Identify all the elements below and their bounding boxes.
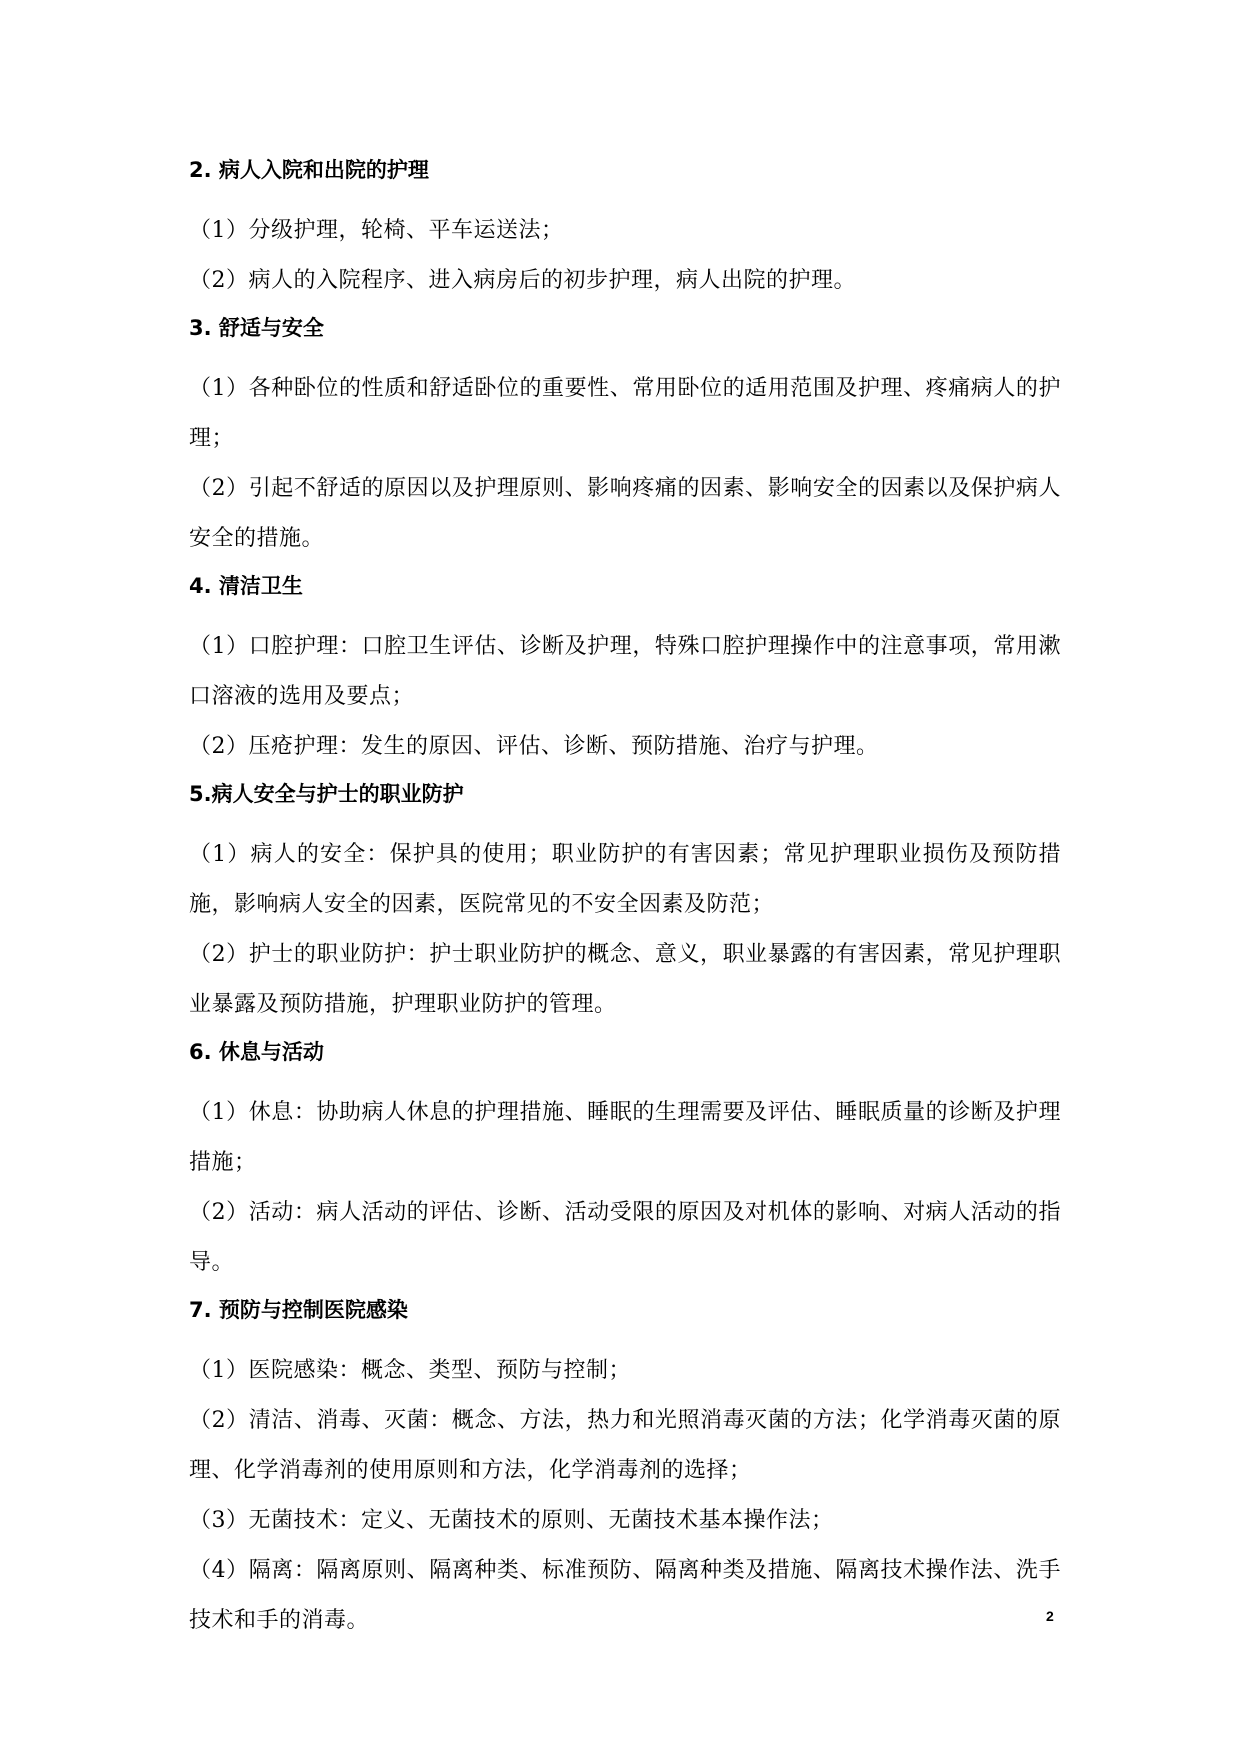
section-patient-safety — [189, 780, 1061, 1030]
section-heading: 3. 舒适与安全 — [189, 316, 324, 340]
section-heading: 7. 预防与控制医院感染 — [189, 1298, 408, 1322]
section-heading: 5.病人安全与护士的职业防护 — [189, 782, 464, 806]
section-hygiene — [189, 572, 1061, 772]
list-item: （2）病人的入院程序、进入病房后的初步护理，病人出院的护理。 — [189, 268, 856, 293]
list-item: （3）无菌技术：定义、无菌技术的原则、无菌技术基本操作法； — [189, 1508, 834, 1533]
section-heading: 6. 休息与活动 — [189, 1040, 324, 1064]
section-comfort-safety — [189, 314, 1061, 564]
list-item: （1）口腔护理：口腔卫生评估、诊断及护理，特殊口腔护理操作中的注意事项，常用漱口溶液的选用及要点； — [189, 634, 1061, 709]
section-infection-control — [189, 1296, 1061, 1646]
page-number: 2 — [1046, 1608, 1054, 1624]
list-item: （2）清洁、消毒、灭菌：概念、方法，热力和光照消毒灭菌的方法；化学消毒灭菌的原理、化学消毒剂的使用原则和方法，化学消毒剂的选择； — [189, 1408, 1061, 1483]
list-item: （1）休息：协助病人休息的护理措施、睡眠的生理需要及评估、睡眠质量的诊断及护理措施； — [189, 1100, 1061, 1175]
list-item: （1）分级护理，轮椅、平车运送法； — [189, 218, 564, 243]
list-item: （2）活动：病人活动的评估、诊断、活动受限的原因及对机体的影响、对病人活动的指导。 — [189, 1200, 1061, 1275]
section-admission-discharge — [189, 156, 1061, 306]
list-item: （2）引起不舒适的原因以及护理原则、影响疼痛的因素、影响安全的因素以及保护病人安全的措施。 — [189, 476, 1061, 551]
list-item: （1）病人的安全：保护具的使用；职业防护的有害因素；常见护理职业损伤及预防措施，影响病人安全的因素，医院常见的不安全因素及防范； — [189, 842, 1061, 917]
list-item: （2）压疮护理：发生的原因、评估、诊断、预防措施、治疗与护理。 — [189, 734, 879, 759]
list-item: （1）医院感染：概念、类型、预防与控制； — [189, 1358, 631, 1383]
list-item: （1）各种卧位的性质和舒适卧位的重要性、常用卧位的适用范围及护理、疼痛病人的护理； — [189, 376, 1061, 451]
section-heading: 2. 病人入院和出院的护理 — [189, 158, 429, 182]
list-item: （4）隔离：隔离原则、隔离种类、标准预防、隔离种类及措施、隔离技术操作法、洗手技术和手的消毒。 — [189, 1558, 1061, 1633]
list-item: （2）护士的职业防护：护士职业防护的概念、意义，职业暴露的有害因素，常见护理职业暴露及预防措施，护理职业防护的管理。 — [189, 942, 1061, 1017]
page-content — [189, 156, 1061, 1654]
section-rest-activity — [189, 1038, 1061, 1288]
section-heading: 4. 清洁卫生 — [189, 574, 303, 598]
